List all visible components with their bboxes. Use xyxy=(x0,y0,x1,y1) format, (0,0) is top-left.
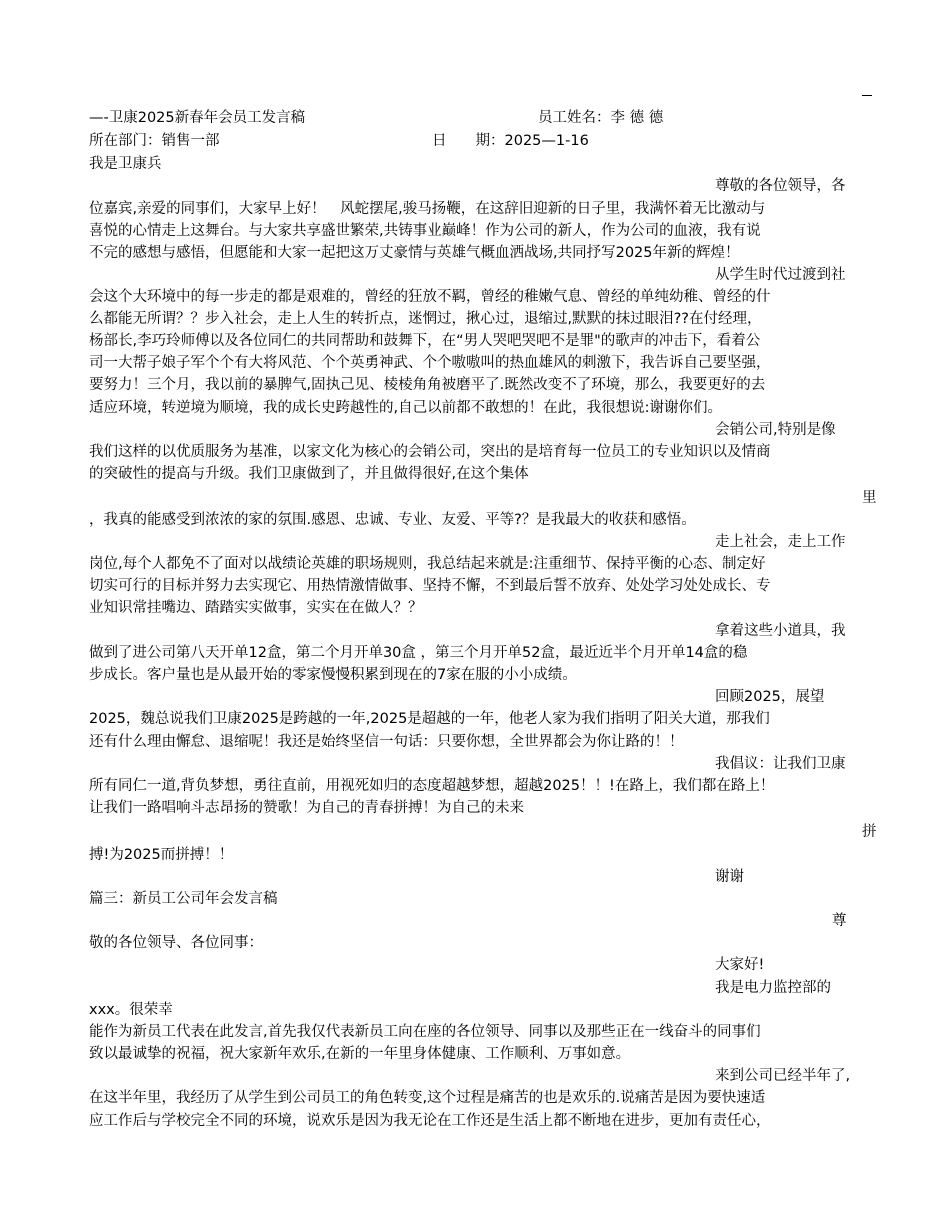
text-line: 业知识常挂嘴边、踏踏实实做事，实实在在做人？？ xyxy=(89,600,423,616)
text-line: 所有同仁一道,背负梦想，勇往直前，用视死如归的态度超越梦想，超越2025！！!在路上，我们都在路上！ xyxy=(89,778,775,794)
text-line: xxx。很荣幸 xyxy=(89,1002,173,1018)
text-line: 谢谢 xyxy=(715,869,744,885)
text-line: 做到了进公司第八天开单12盒，第二个月开单30盒 ，第三个月开单52盒，最近近半个月开单14盒的稳 xyxy=(89,645,748,661)
text-line: 司一大帮子娘子军个个有大将风范、个个英勇神武、个个嗷嗷叫的热血雄风的刺激下，我告诉自己要坚强， xyxy=(89,355,771,371)
text-line: 能作为新员工代表在此发言,首先我仅代表新员工向在座的各位领导、同事以及那些正在一线奋斗的同事们 xyxy=(89,1024,761,1040)
department-label: 所在部门： xyxy=(89,133,162,149)
text-line: 位嘉宾,亲爱的同事们，大家早上好！ 风蛇摆尾,骏马扬鞭，在这辞旧迎新的日子里，我满怀着无比激动与 xyxy=(89,201,766,217)
text-line: 回顾2025，展望 xyxy=(715,689,825,705)
text-line: 走上社会，走上工作 xyxy=(715,534,846,550)
text-line: 么都能无所谓？？步入社会，走上人生的转折点，迷惘过，揪心过，退缩过,默默的抹过眼泪??在付经理， xyxy=(89,311,762,327)
text-line: 敬的各位领导、各位同事： xyxy=(89,935,263,951)
text-line: 不完的感想与感悟，但愿能和大家一起把这万丈豪情与英雄气概血洒战场,共同抒写2025年新的辉煌！ xyxy=(89,245,740,261)
text-line: 应工作后与学校完全不同的环境，说欢乐是因为我无论在工作还是生活上都不断地在进步，更加有责任心， xyxy=(89,1113,771,1129)
text-line: 拿着这些小道具，我 xyxy=(715,623,846,639)
text-line: 搏!为2025而拼搏！！ xyxy=(89,847,234,863)
text-line: 我们这样的以优质服务为基准，以家文化为核心的会销公司，突出的是培育每一位员工的专业知识以及情商 xyxy=(89,444,771,460)
text-line: 大家好! xyxy=(715,957,765,973)
text-line: 要努力！三个月，我以前的暴脾气,固执己见、棱棱角角被磨平了.既然改变不了环境，那么，我要更好的去 xyxy=(89,377,766,393)
date-value: 2025—1-16 xyxy=(504,133,589,149)
text-line: 拼 xyxy=(862,824,877,840)
text-line: 尊 xyxy=(832,913,847,929)
employee-name: 李 德 德 xyxy=(610,110,664,126)
text-line: 我是卫康兵 xyxy=(89,156,162,172)
text-line: 我倡议：让我们卫康 xyxy=(715,756,846,772)
text-line: 还有什么理由懈怠、退缩呢！我还是始终坚信一句话：只要你想，全世界都会为你让路的！！ xyxy=(89,734,684,750)
text-line: ，我真的能感受到浓浓的家的氛围.感恩、忠诚、专业、友爱、平等?？是我最大的收获和感悟。 xyxy=(89,512,696,528)
text-line: 岗位,每个人都免不了面对以战绩论英雄的职场规则，我总结起来就是:注重细节、保持平衡的心态、制定好 xyxy=(89,556,766,572)
text-line: 会这个大环境中的每一步走的都是艰难的，曾经的狂放不羁，曾经的稚嫩气息、曾经的单纯幼稚、曾经的什 xyxy=(89,289,771,305)
text-line: 让我们一路唱响斗志昂扬的赞歌！为自己的青春拼搏！为自己的未来 xyxy=(89,800,524,816)
text-line: 喜悦的心情走上这舞台。与大家共享盛世繁荣,共铸事业巅峰！作为公司的新人，作为公司的血液，我有说 xyxy=(89,223,761,239)
corner-dash xyxy=(862,95,872,96)
text-line: 会销公司,特别是像 xyxy=(715,422,836,438)
text-line: 来到公司已经半年了, xyxy=(715,1068,851,1084)
section-heading: 篇三：新员工公司年会发言稿 xyxy=(89,891,278,907)
text-line: 里 xyxy=(862,490,877,506)
doc-title: —-卫康2025新春年会员工发言稿 xyxy=(89,110,306,126)
text-line: 致以最诚挚的祝福，祝大家新年欢乐,在新的一年里身体健康、工作顺利、万事如意。 xyxy=(89,1046,631,1062)
text-line: 尊敬的各位领导，各 xyxy=(715,178,846,194)
text-line: 的突破性的提高与升级。我们卫康做到了，并且做得很好,在这个集体 xyxy=(89,466,529,482)
employee-label: 员工姓名： xyxy=(538,110,611,126)
department-field xyxy=(89,131,220,151)
text-line: 步成长。客户量也是从最开始的零家慢慢积累到现在的7家在服的小小成绩。 xyxy=(89,667,577,683)
date-label: 日 期： xyxy=(432,133,505,149)
text-line: 我是电力监控部的 xyxy=(715,980,831,996)
text-line: 适应环境，转逆境为顺境，我的成长史跨越性的,自己以前都不敢想的！在此，我很想说:谢谢你们。 xyxy=(89,400,722,416)
text-line: 杨部长,李巧玲师傅以及各位同仁的共同帮助和鼓舞下，在“男人哭吧哭吧不是罪"的歌声的冲击下，看着公 xyxy=(89,333,761,349)
text-line: 从学生时代过渡到社 xyxy=(715,267,846,283)
text-line: 2025，魏总说我们卫康2025是跨越的一年,2025是超越的一年，他老人家为我们指明了阳关大道，那我们 xyxy=(89,711,770,727)
employee-name-field xyxy=(538,108,663,128)
text-line: 切实可行的目标并努力去实现它、用热情激情做事、坚持不懈，不到最后誓不放弃、处处学习处处成长、专 xyxy=(89,578,771,594)
date-field xyxy=(432,131,589,151)
department-name: 销售一部 xyxy=(161,133,220,149)
text-line: 在这半年里，我经历了从学生到公司员工的角色转变,这个过程是痛苦的也是欢乐的.说痛苦是因为要快速适 xyxy=(89,1090,766,1106)
